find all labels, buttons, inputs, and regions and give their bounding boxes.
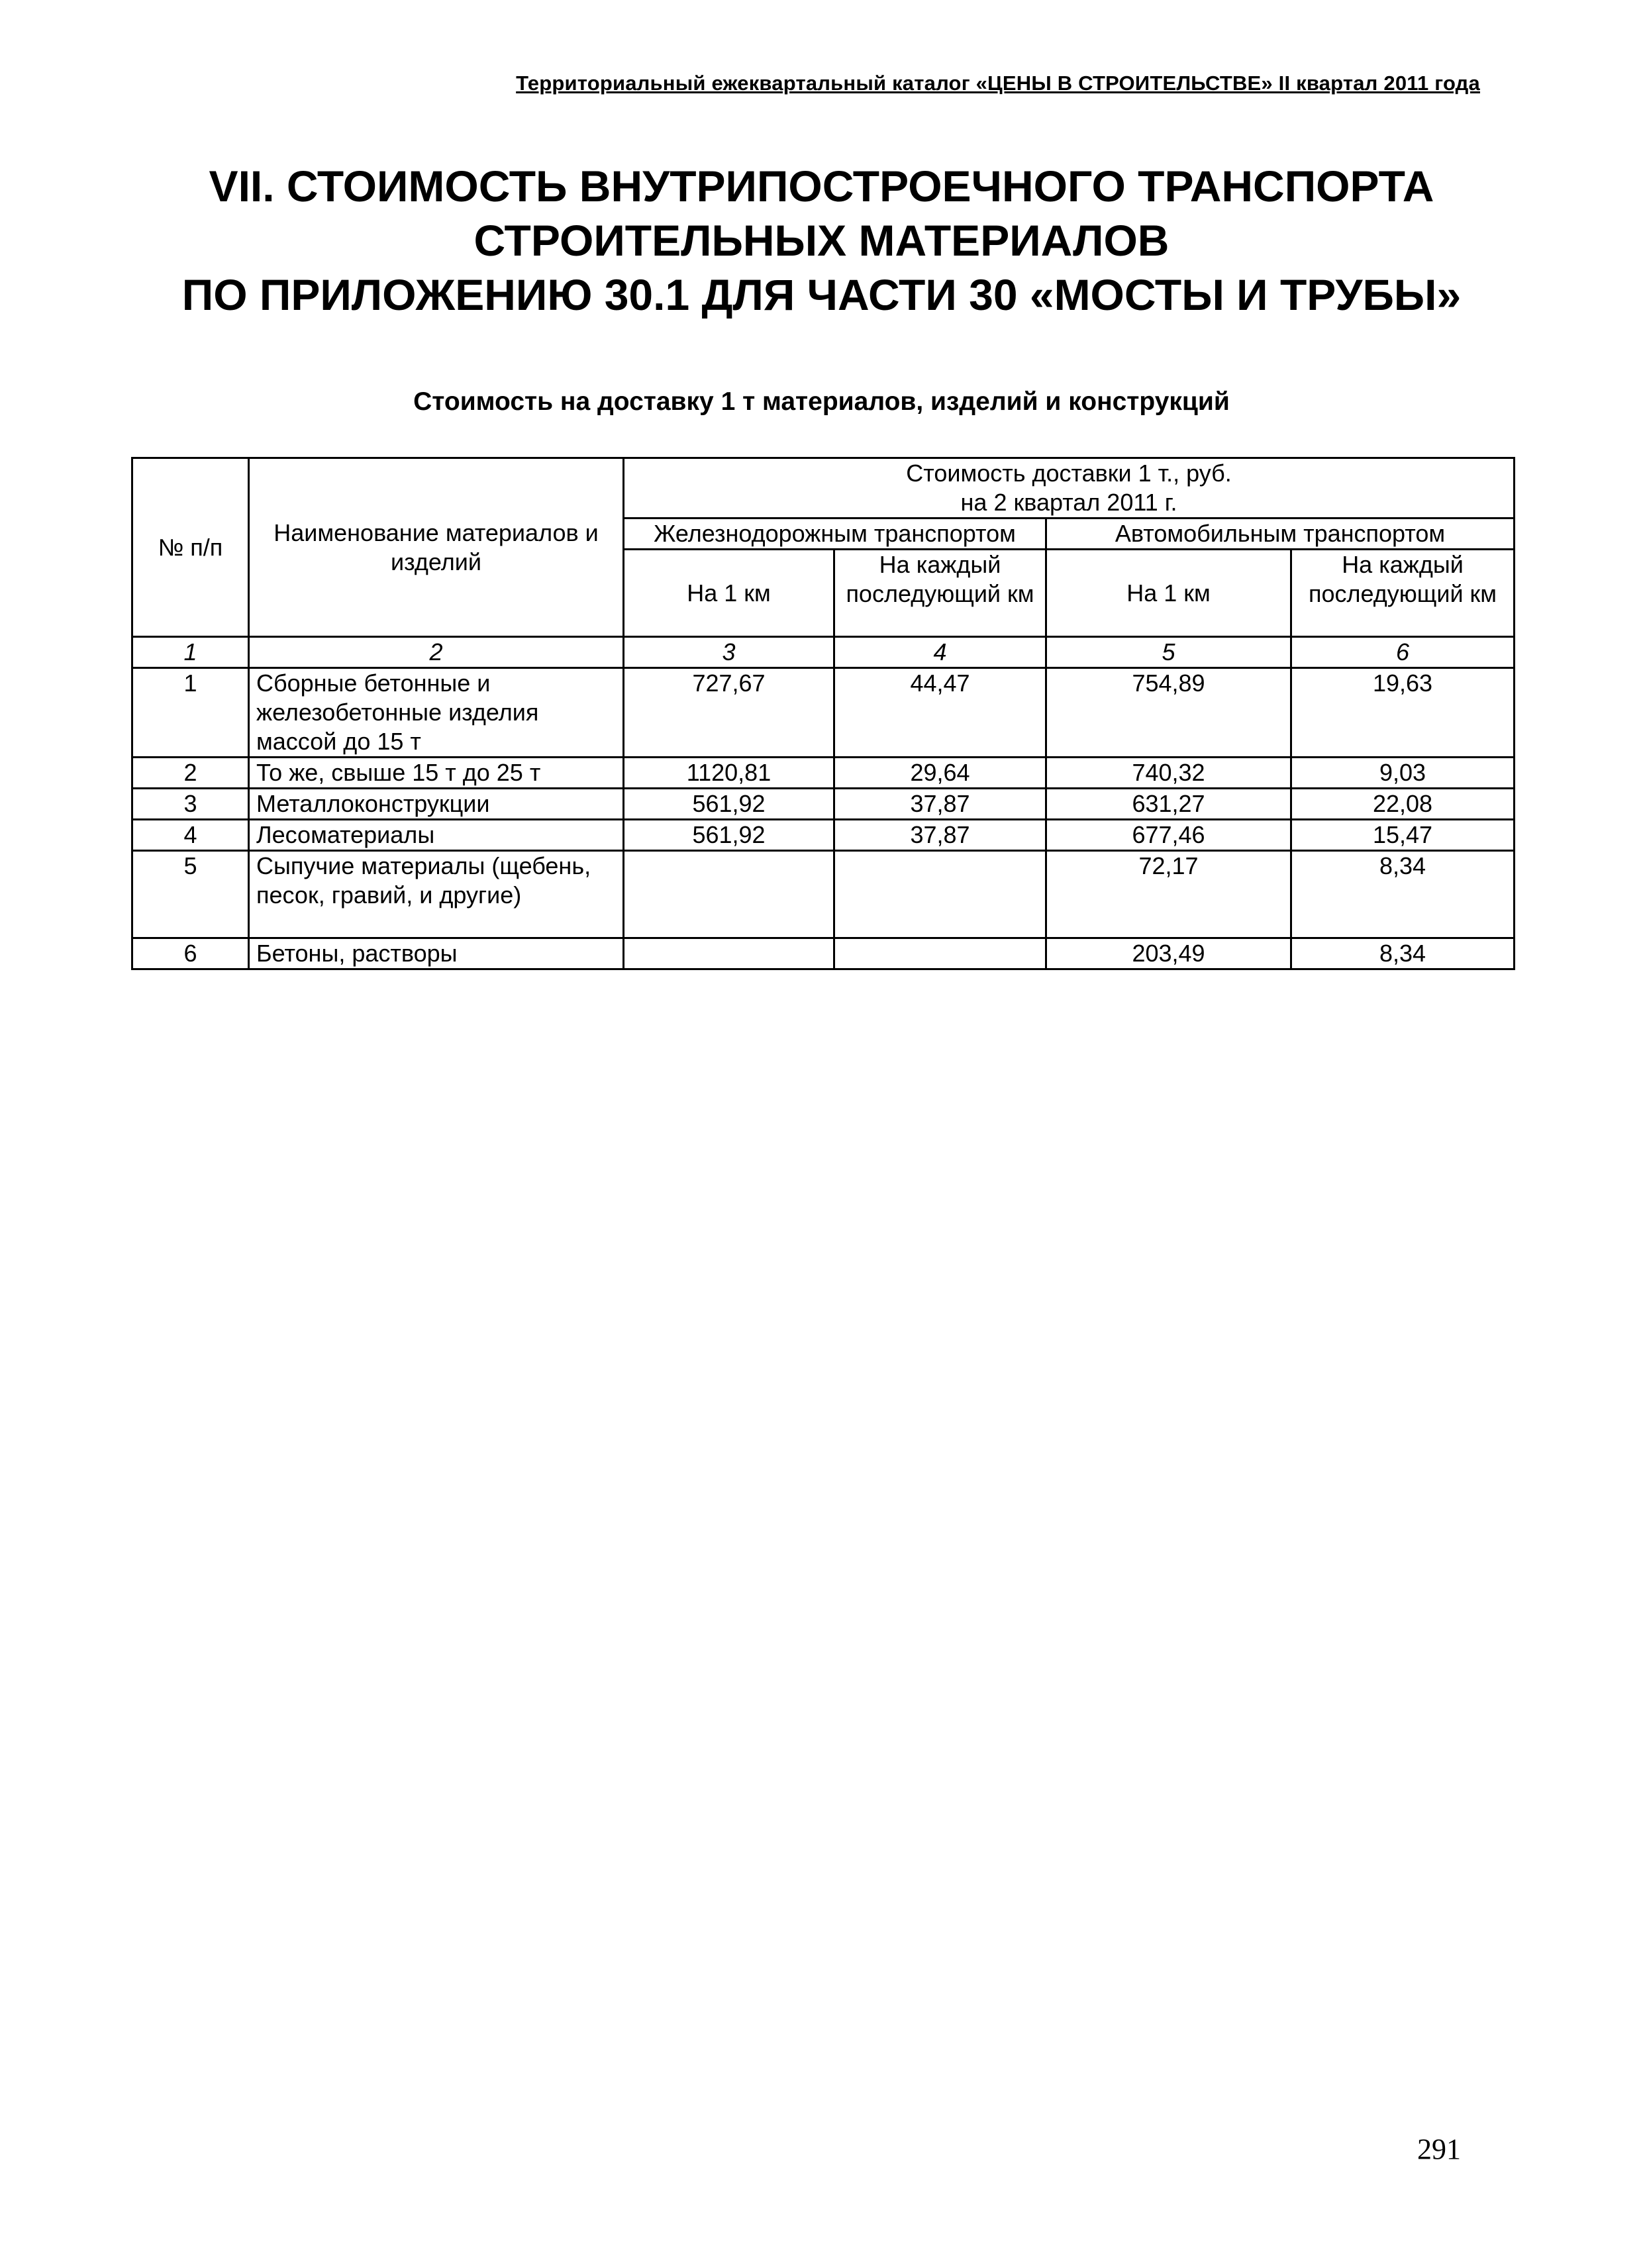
row-rail-next-km [834, 938, 1046, 969]
row-name: Лесоматериалы [249, 820, 624, 851]
row-num: 2 [132, 758, 249, 789]
column-number: 4 [834, 637, 1046, 668]
row-auto-1km: 72,17 [1046, 851, 1291, 938]
delivery-cost-table [131, 457, 1515, 970]
header-cost-line-2: на 2 квартал 2011 г. [960, 489, 1177, 516]
column-number: 2 [249, 637, 624, 668]
column-number: 5 [1046, 637, 1291, 668]
row-rail-1km: 561,92 [624, 789, 834, 820]
column-number: 6 [1291, 637, 1515, 668]
title-line-2: СТРОИТЕЛЬНЫХ МАТЕРИАЛОВ [473, 216, 1170, 265]
row-name: Сыпучие материалы (щебень, песок, гравий, и другие) [249, 851, 624, 938]
table-row [132, 851, 1515, 938]
table-row [132, 758, 1515, 789]
header-auto: Автомобильным транспортом [1046, 518, 1515, 550]
row-rail-1km [624, 938, 834, 969]
table-row [132, 789, 1515, 820]
header-auto-next-km: На каждый последующий км [1291, 550, 1515, 637]
row-auto-1km: 754,89 [1046, 668, 1291, 758]
table-row [132, 668, 1515, 758]
row-auto-next-km: 22,08 [1291, 789, 1515, 820]
header-num: № п/п [132, 458, 249, 637]
title-line-3: ПО ПРИЛОЖЕНИЮ 30.1 ДЛЯ ЧАСТИ 30 «МОСТЫ И ТРУБЫ» [181, 270, 1462, 319]
row-auto-next-km: 8,34 [1291, 938, 1515, 969]
row-rail-next-km [834, 851, 1046, 938]
header-name: Наименование материалов и изделий [249, 458, 624, 637]
column-numbers-row [132, 637, 1515, 668]
row-auto-1km: 740,32 [1046, 758, 1291, 789]
row-auto-1km: 203,49 [1046, 938, 1291, 969]
row-rail-next-km: 37,87 [834, 820, 1046, 851]
row-name: Сборные бетонные и железобетонные изделия массой до 15 т [249, 668, 624, 758]
title-line-1: VII. СТОИМОСТЬ ВНУТРИПОСТРОЕЧНОГО ТРАНСПОРТА [209, 162, 1434, 211]
header-cost [624, 458, 1515, 518]
header-rail-1km: На 1 км [624, 550, 834, 637]
header-rail-next-km: На каждый последующий км [834, 550, 1046, 637]
row-rail-1km: 727,67 [624, 668, 834, 758]
table-row [132, 938, 1515, 969]
row-num: 3 [132, 789, 249, 820]
row-name: Бетоны, растворы [249, 938, 624, 969]
row-rail-next-km: 44,47 [834, 668, 1046, 758]
row-num: 1 [132, 668, 249, 758]
row-rail-1km [624, 851, 834, 938]
page-number: 291 [1417, 2133, 1461, 2165]
row-rail-next-km: 37,87 [834, 789, 1046, 820]
header-auto-1km: На 1 км [1046, 550, 1291, 637]
row-auto-next-km: 9,03 [1291, 758, 1515, 789]
row-name: Металлоконструкции [249, 789, 624, 820]
row-auto-next-km: 15,47 [1291, 820, 1515, 851]
row-auto-1km: 631,27 [1046, 789, 1291, 820]
row-num: 6 [132, 938, 249, 969]
row-auto-next-km: 8,34 [1291, 851, 1515, 938]
table-caption: Стоимость на доставку 1 т материалов, изделий и конструкций [413, 387, 1230, 416]
row-num: 5 [132, 851, 249, 938]
row-rail-next-km: 29,64 [834, 758, 1046, 789]
page-title [99, 159, 1544, 322]
row-rail-1km: 1120,81 [624, 758, 834, 789]
header-row-1 [132, 458, 1515, 518]
row-rail-1km: 561,92 [624, 820, 834, 851]
row-auto-next-km: 19,63 [1291, 668, 1515, 758]
header-rail: Железнодорожным транспортом [624, 518, 1046, 550]
column-number: 3 [624, 637, 834, 668]
row-auto-1km: 677,46 [1046, 820, 1291, 851]
table-row [132, 820, 1515, 851]
column-number: 1 [132, 637, 249, 668]
running-header: Территориальный ежеквартальный каталог «ЦЕНЫ В СТРОИТЕЛЬСТВЕ» II квартал 2011 года [516, 72, 1480, 95]
row-num: 4 [132, 820, 249, 851]
header-cost-line-1: Стоимость доставки 1 т., руб. [906, 460, 1232, 487]
row-name: То же, свыше 15 т до 25 т [249, 758, 624, 789]
